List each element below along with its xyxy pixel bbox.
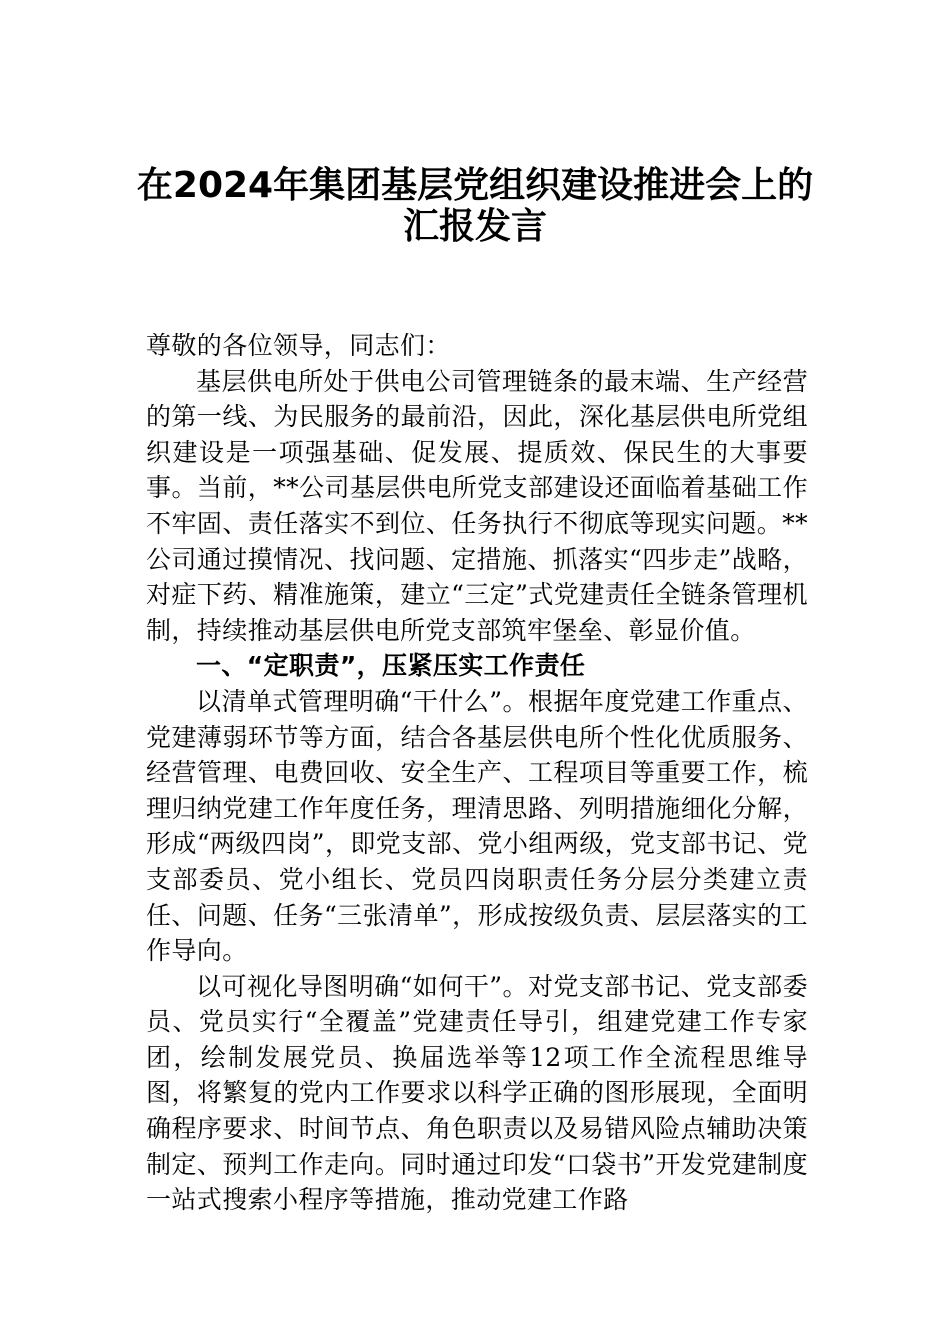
paragraph-checklist-management: 以清单式管理明确“干什么”。根据年度党建工作重点、党建薄弱环节等方面，结合各基层供电所个性化优质服务、经营管理、电费回收、安全生产、工程项目等重要工作，梳理归纳党建工作年度任务，理清思路、列明措施细化分解，形成“两级四岗”，即党支部、党小组两级，党支部书记、党支部委员、党小组长、党员四岗职责任务分层分类建立责任、问题、任务“三张清单”，形成按级负责、层层落实的工作导向。 — [146, 686, 808, 966]
paragraph-visual-guidance: 以可视化导图明确“如何干”。对党支部书记、党支部委员、党员实行“全覆盖”党建责任导引，组建党建工作专家团，绘制发展党员、换届选举等12项工作全流程思维导图，将繁复的党内工作要求以科学正确的图形展现，全面明确程序要求、时间节点、角色职责以及易错风险点辅助决策制定、预判工作走向。同时通过印发“口袋书”开发党建制度一站式搜索小程序等措施，推动党建工作路 — [146, 971, 808, 1215]
document-title-line-2: 汇报发言 — [402, 206, 547, 247]
document-title-line-1: 在2024年集团基层党组织建设推进会上的 — [136, 165, 814, 206]
greeting: 尊敬的各位领导，同志们： — [146, 331, 451, 360]
document-body — [146, 328, 808, 1218]
section-heading-1: 一、“定职责”，压紧压实工作责任 — [196, 651, 586, 681]
paragraph-intro: 基层供电所处于供电公司管理链条的最末端、生产经营的第一线、为民服务的最前沿，因此，深化基层供电所党组织建设是一项强基础、促发展、提质效、保民生的大事要事。当前，**公司基层供电所党支部建设还面临着基础工作不牢固、责任落实不到位、任务执行不彻底等现实问题。**公司通过摸情况、找问题、定措施、抓落实“四步走”战略，对症下药、精准施策，建立“三定”式党建责任全链条管理机制，持续推动基层供电所党支部筑牢堡垒、彰显价值。 — [146, 366, 808, 645]
